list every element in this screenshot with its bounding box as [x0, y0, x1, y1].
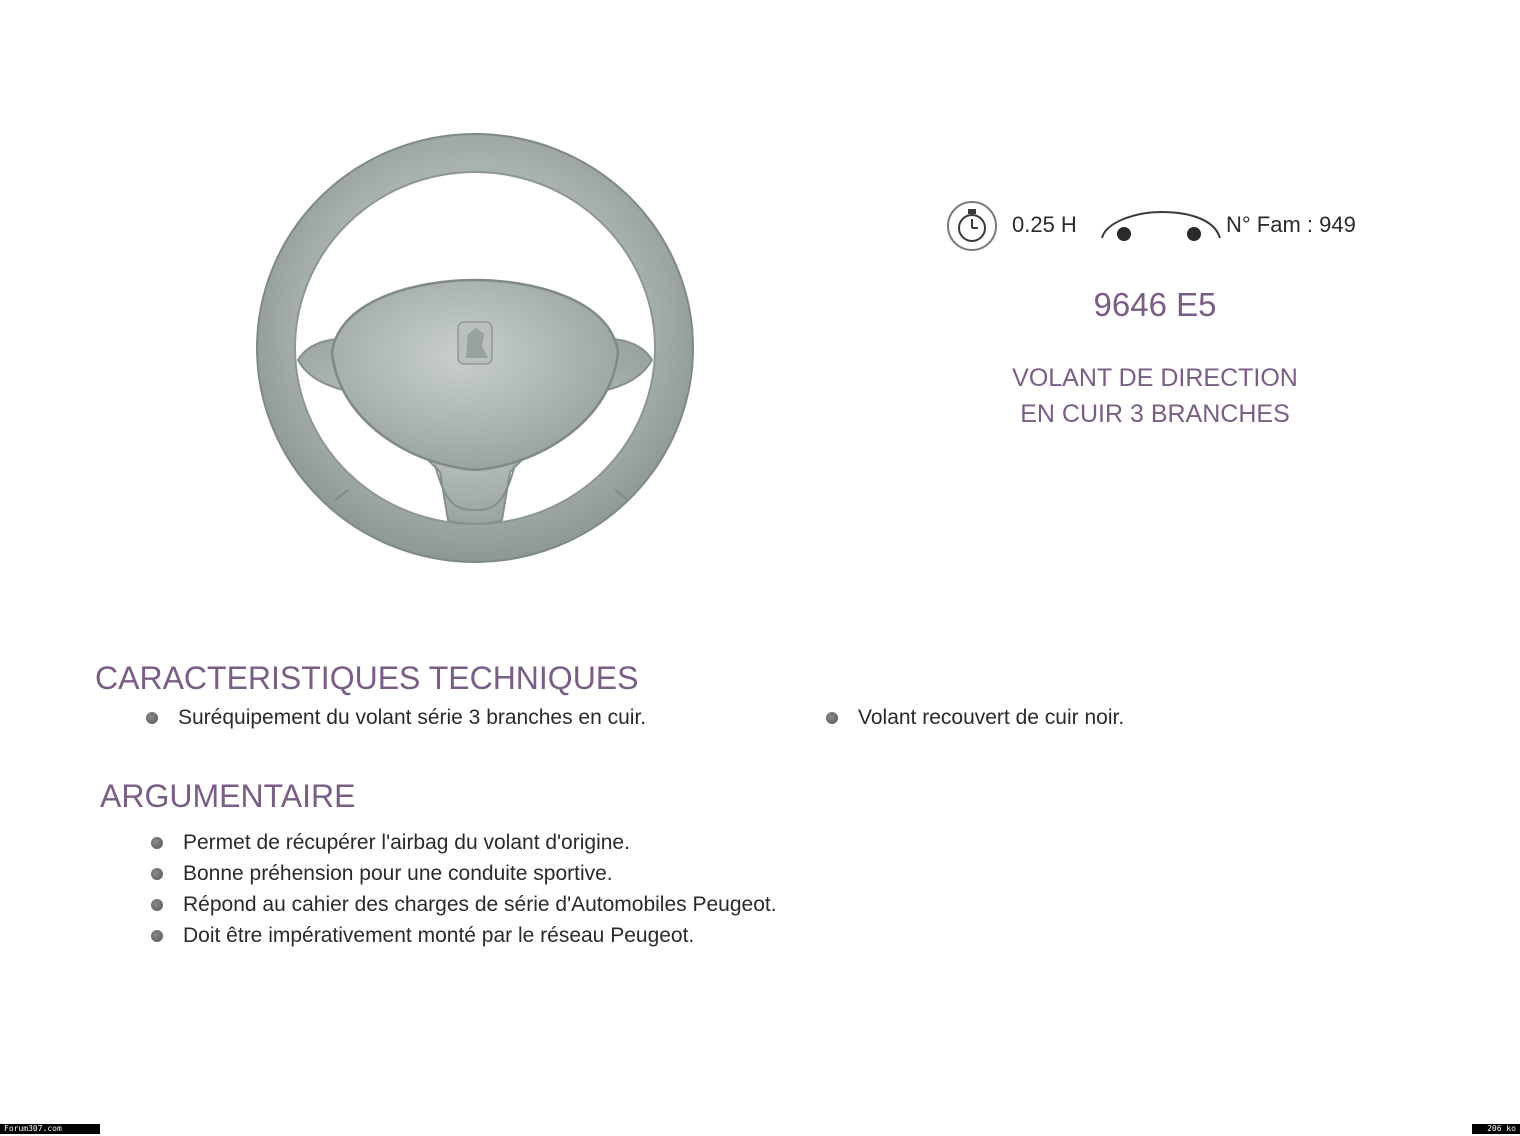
labor-info-row — [946, 200, 1386, 252]
bullet-icon — [151, 868, 163, 880]
list-item-text: Bonne préhension pour une conduite sportive. — [183, 862, 613, 885]
list-item-text: Permet de récupérer l'airbag du volant d'origine. — [183, 831, 630, 854]
bullet-icon — [826, 712, 838, 724]
bullet-icon — [151, 899, 163, 911]
bullet-icon — [151, 930, 163, 942]
source-watermark: Forum307.com — [0, 1124, 100, 1134]
stopwatch-icon — [946, 200, 998, 252]
list-item — [151, 893, 777, 917]
bullet-icon — [151, 837, 163, 849]
bullet-icon — [146, 712, 158, 724]
door-arc-icon — [1096, 204, 1226, 246]
family-number: N° Fam : 949 — [1226, 212, 1356, 237]
lion-logo-icon — [458, 322, 492, 364]
product-reference: 9646 E5 — [1093, 286, 1217, 323]
list-item — [146, 706, 646, 730]
list-item — [151, 862, 613, 886]
list-item — [151, 831, 630, 855]
list-item — [151, 924, 694, 948]
product-title-line1: VOLANT DE DIRECTION — [1012, 364, 1298, 392]
list-item — [826, 706, 1124, 730]
product-title — [960, 360, 1350, 432]
argumentaire-heading: ARGUMENTAIRE — [100, 778, 356, 814]
list-item-text: Volant recouvert de cuir noir. — [858, 706, 1125, 729]
list-item-text: Doit être impérativement monté par le réseau Peugeot. — [183, 924, 695, 947]
list-item-text: Répond au cahier des charges de série d'Automobiles Peugeot. — [183, 893, 777, 916]
caracteristiques-heading: CARACTERISTIQUES TECHNIQUES — [95, 660, 639, 696]
file-size-label: 206 ko — [1472, 1124, 1520, 1134]
list-item-text: Suréquipement du volant série 3 branches en cuir. — [178, 706, 647, 729]
steering-wheel-image — [240, 120, 710, 580]
labor-time: 0.25 H — [1012, 212, 1077, 237]
product-title-line2: EN CUIR 3 BRANCHES — [1020, 400, 1290, 428]
